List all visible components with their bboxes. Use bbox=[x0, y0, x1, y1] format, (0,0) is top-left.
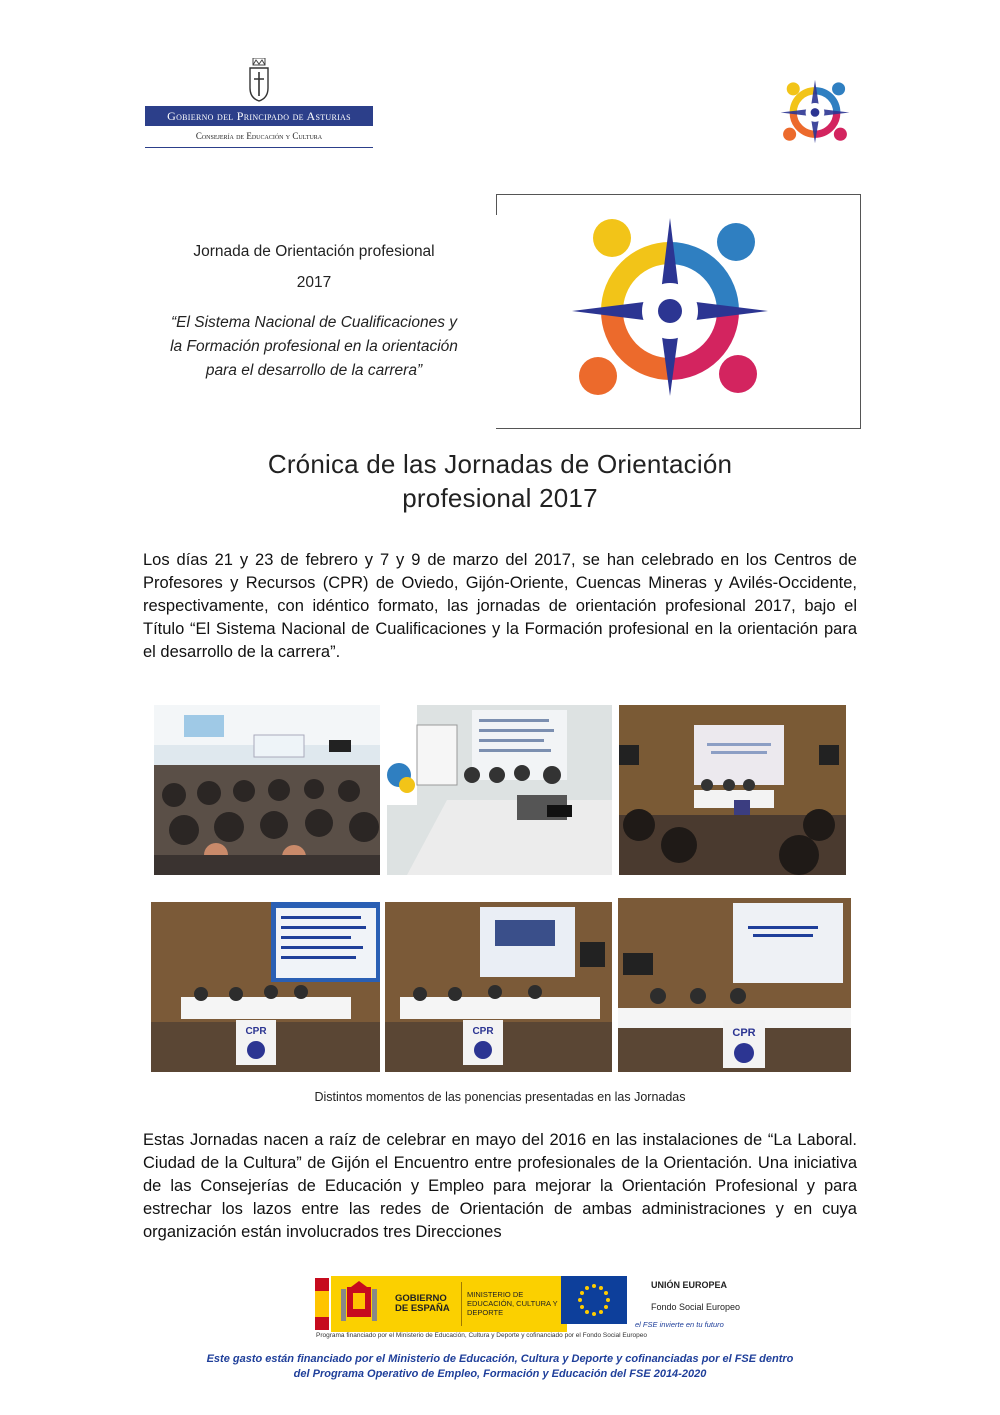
event-photo bbox=[151, 902, 380, 1072]
financing-line: del Programa Operativo de Empleo, Formación y Educación del FSE 2014-2020 bbox=[293, 1368, 707, 1380]
ministry-label: MINISTERIO DE EDUCACIÓN, CULTURA Y DEPORTE bbox=[467, 1290, 558, 1317]
event-photo bbox=[619, 705, 846, 875]
event-quote-line: para el desarrollo de la carrera” bbox=[205, 362, 423, 379]
government-name: Gobierno del Principado de Asturias bbox=[145, 106, 373, 126]
photos-caption: Distintos momentos de las ponencias presentadas en las Jornadas bbox=[314, 1090, 686, 1104]
eu-flag-icon bbox=[561, 1276, 627, 1324]
intro-paragraph: Los días 21 y 23 de febrero y 7 y 9 de marzo del 2017, se han celebrado en los Centros de Profesores y Recursos (CPR) de Oviedo, Gijón-Oriente, Cuencas Mineras y Avilés-Occidente, respectivamente, con idéntico formato, las jornadas de orientación profesional 2017, bajo el Título “El Sistema Nacional de Cualificaciones y la Formación profesional en la orientación para el desarrollo de la carrera”. bbox=[143, 551, 857, 661]
financing-line: Este gasto están financiado por el Ministerio de Educación, Cultura y Deporte y cofinanciadas por el FSE dentro bbox=[206, 1353, 794, 1365]
government-department: Consejería de Educación y Cultura bbox=[195, 131, 323, 141]
orientation-logo-small-icon bbox=[775, 78, 855, 144]
page-title-line: Crónica de las Jornadas de Orientación bbox=[267, 449, 733, 479]
event-photo bbox=[387, 705, 612, 875]
eu-label: UNIÓN EUROPEA bbox=[651, 1280, 728, 1290]
spain-flag-icon bbox=[315, 1278, 329, 1330]
page-title bbox=[120, 447, 880, 515]
funding-logos bbox=[313, 1276, 753, 1338]
event-title bbox=[140, 236, 488, 298]
crown-cross-crest-icon bbox=[248, 58, 270, 102]
event-quote-line: la Formación profesional en la orientación bbox=[170, 338, 458, 355]
page-title-line: profesional 2017 bbox=[402, 483, 598, 513]
fse-logo bbox=[633, 1276, 753, 1332]
fund-label: Fondo Social Europeo bbox=[651, 1302, 741, 1312]
event-photo bbox=[154, 705, 380, 875]
event-year: 2017 bbox=[296, 274, 332, 291]
photo-label: CPR bbox=[245, 1026, 267, 1037]
divider bbox=[145, 147, 373, 148]
body-paragraph: Estas Jornadas nacen a raíz de celebrar en mayo del 2016 en las instalaciones de “La Laboral. Ciudad de la Cultura” de Gijón el Encuentro entre profesionales de la Orientación. Una iniciativa de las Consejerías de Educación y Empleo para mejorar la Orientación Profesional y para estrechar los lazos entre las redes de Orientación de ambas administraciones y en cuya organización están involucrados tres Direcciones bbox=[143, 1131, 857, 1241]
ministry-logo bbox=[331, 1276, 567, 1332]
event-photo bbox=[385, 902, 612, 1072]
financing-statement bbox=[140, 1352, 860, 1382]
divider bbox=[461, 1282, 462, 1326]
program-note: Programa financiado por el Ministerio de Educación, Cultura y Deporte y cofinanciado por el Fondo Social Europeo bbox=[316, 1332, 647, 1339]
gobierno-label: GOBIERNO DE ESPAÑA bbox=[395, 1293, 450, 1314]
government-logo bbox=[145, 58, 373, 150]
event-photo bbox=[618, 898, 851, 1072]
spain-coat-of-arms-icon bbox=[339, 1281, 379, 1327]
orientation-logo-icon bbox=[570, 216, 770, 398]
fse-slogan: el FSE invierte en tu futuro bbox=[635, 1320, 724, 1329]
event-quote bbox=[140, 311, 488, 383]
photo-label: CPR bbox=[732, 1027, 756, 1039]
event-quote-line: “El Sistema Nacional de Cualificaciones y bbox=[170, 314, 458, 331]
photo-label: CPR bbox=[472, 1026, 494, 1037]
event-title-line: Jornada de Orientación profesional bbox=[193, 243, 435, 260]
